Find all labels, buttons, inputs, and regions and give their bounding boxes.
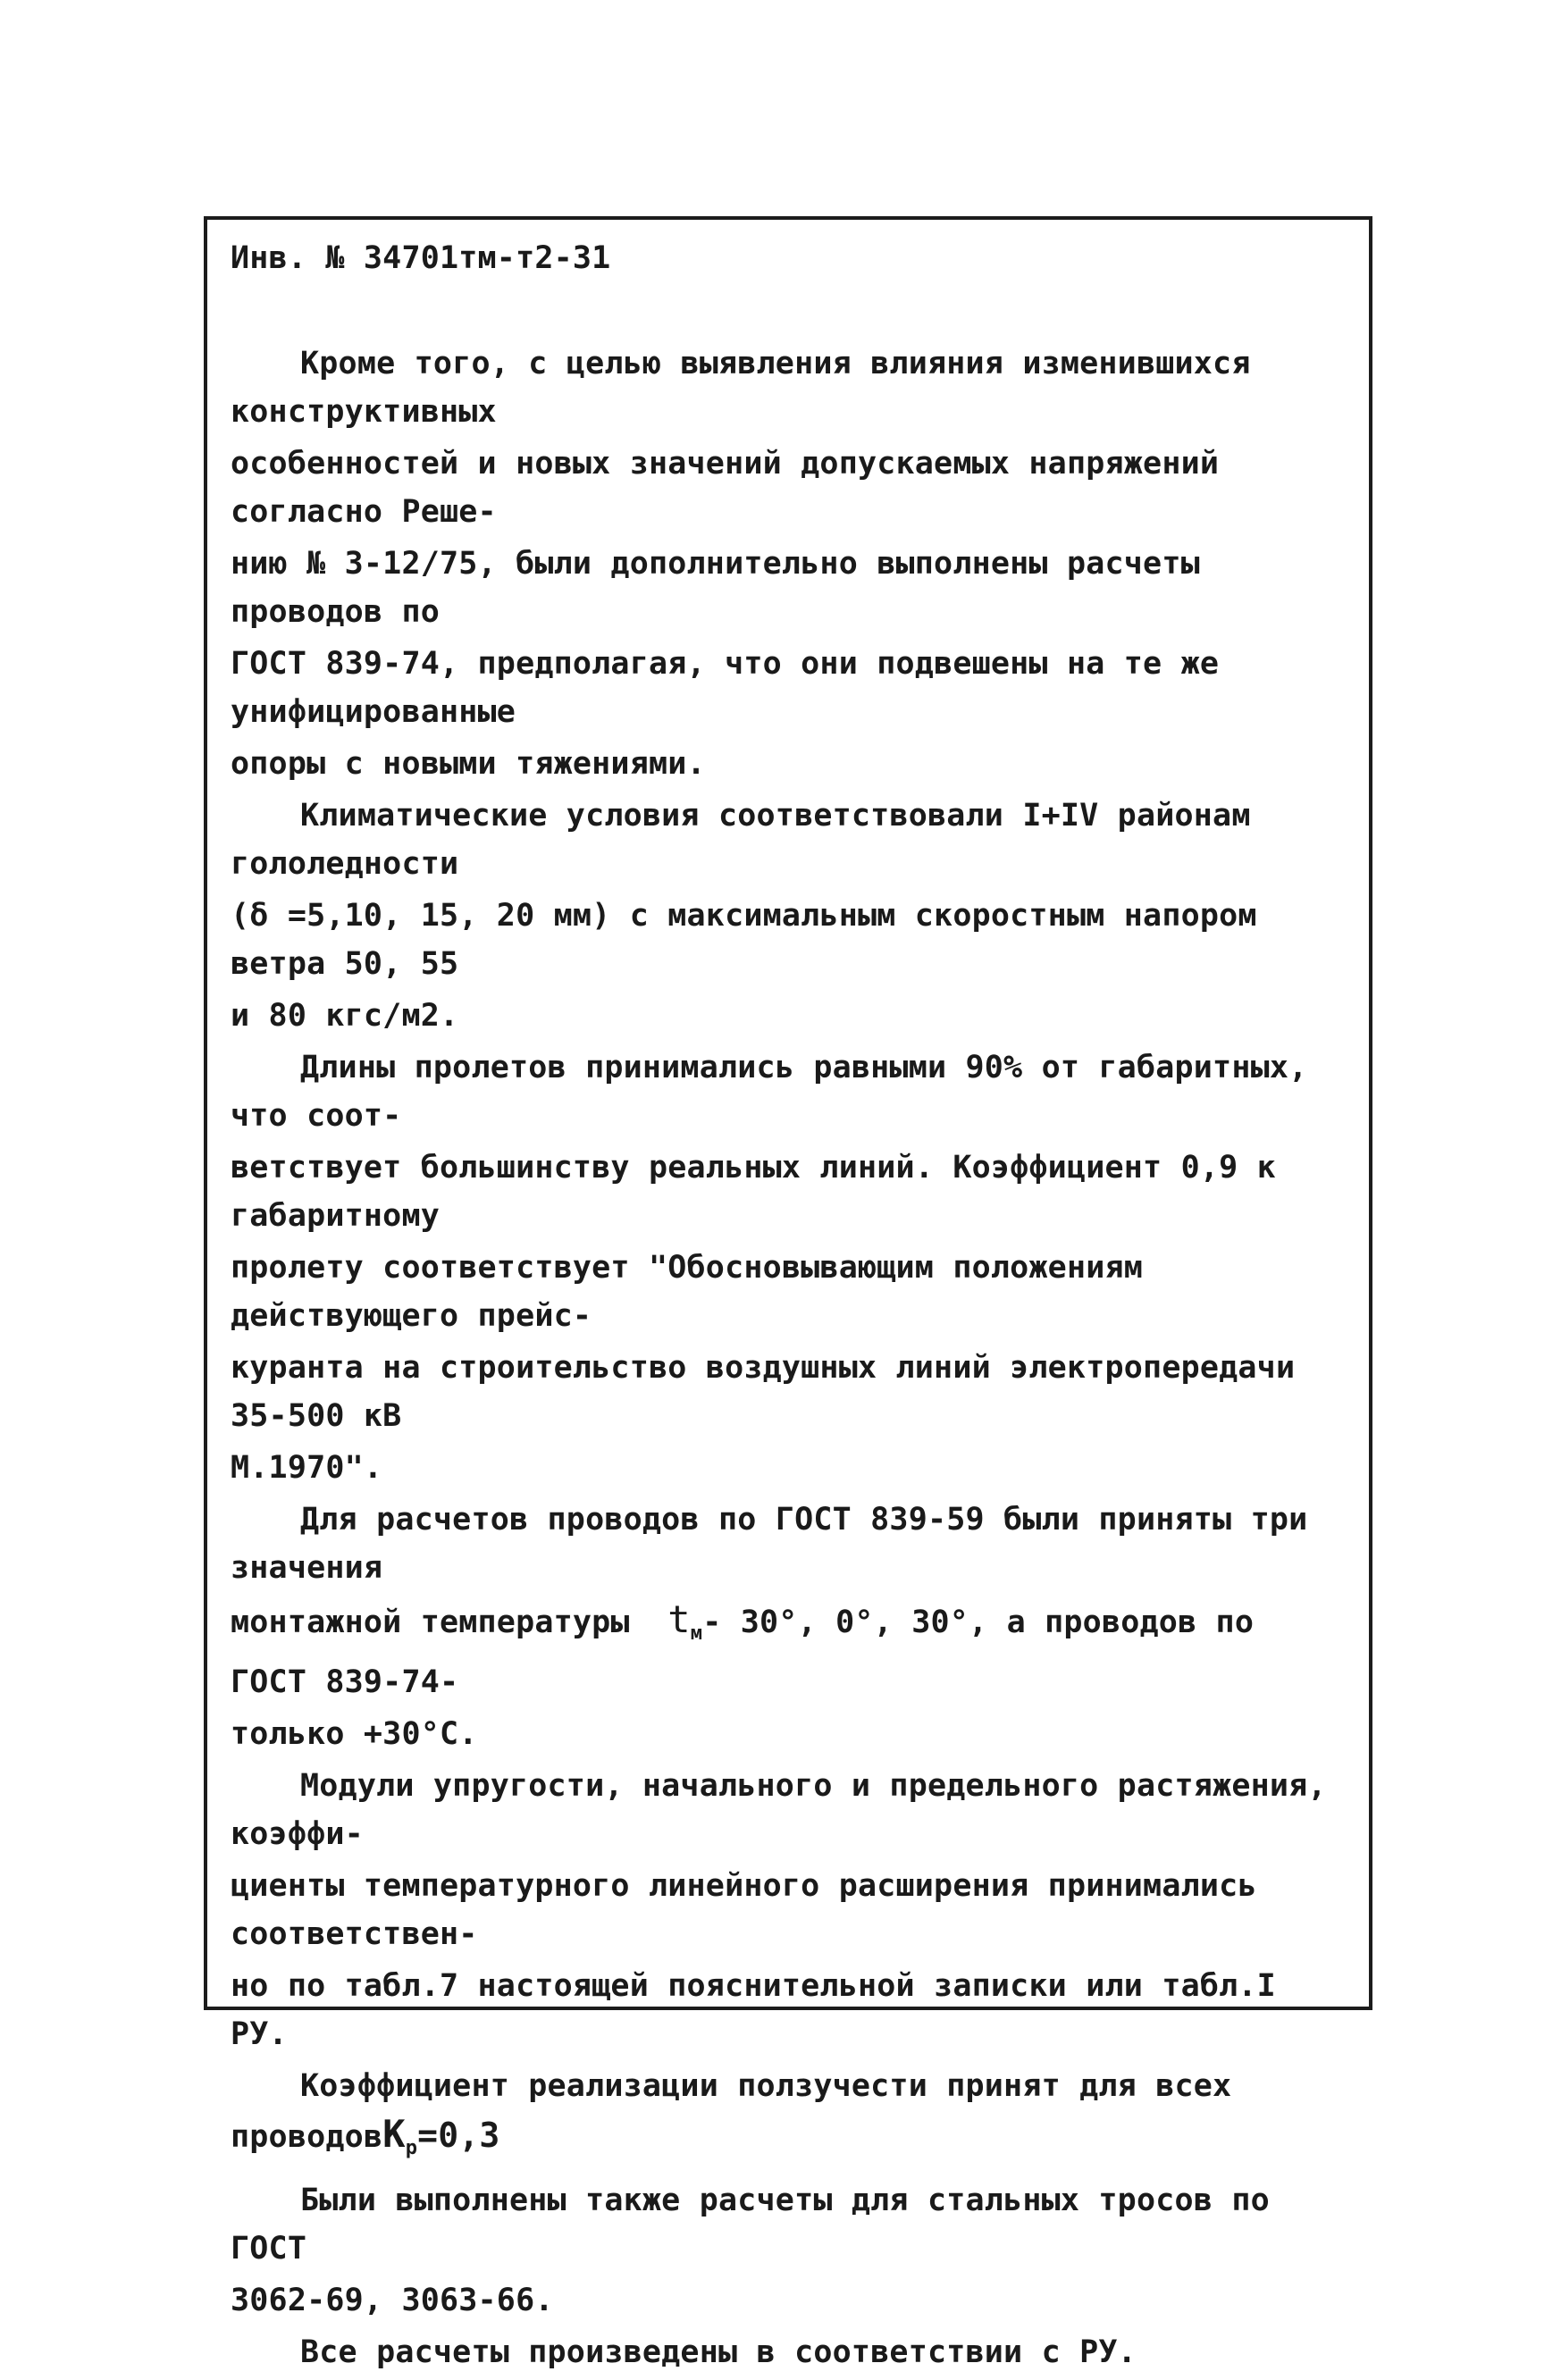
text-line: опоры с новыми тяжениями. — [231, 746, 706, 782]
text-line: Климатические условия соответствовали I+IV районам гололедности — [231, 798, 1270, 882]
text-line: Коэффициент реализации ползучести принят для всех проводов — [231, 2068, 1251, 2155]
text-line: Модули упругости, начального и предельного растяжения, коэффи- — [231, 1768, 1346, 1852]
k-subscript: р — [405, 2137, 418, 2159]
temperature-symbol: t — [667, 1597, 691, 1641]
text-line: 3062-69, 3063-66. — [231, 2283, 554, 2318]
inventory-number: Инв. № 34701тм-т2-31 — [231, 240, 611, 276]
text-line: особенностей и новых значений допускаемых напряжений согласно Реше- — [231, 446, 1238, 530]
k-value: =0,3 — [417, 2116, 500, 2155]
paragraph-3 — [231, 1043, 1347, 1140]
paragraph-2 — [231, 792, 1347, 888]
paragraph-8 — [231, 2328, 1347, 2376]
paragraph-4 — [231, 1496, 1347, 1592]
paragraph-7 — [231, 2176, 1347, 2273]
document-body — [231, 339, 1347, 2380]
text-line: монтажной температуры — [231, 1605, 630, 1640]
k-symbol: K — [382, 2112, 406, 2156]
text-line: Длины пролетов принимались равными 90% от габаритных, что соот- — [231, 1050, 1327, 1134]
text-line: Были выполнены также расчеты для стальных тросов по ГОСТ — [231, 2183, 1289, 2267]
text-line: нию № 3-12/75, были дополнительно выполнены расчеты проводов по — [231, 546, 1220, 630]
paragraph-5 — [231, 1762, 1347, 1858]
text-line: М.1970". — [231, 1450, 383, 1486]
text-line: и 80 кгс/м2. — [231, 998, 459, 1034]
text-line: ветствует большинству реальных линий. Коэффициент 0,9 к габаритному — [231, 1150, 1296, 1234]
text-line: Кроме того, с целью выявления влияния изменившихся конструктивных — [231, 346, 1270, 430]
text-line: Все расчеты произведены в соответствии с РУ. — [300, 2334, 1137, 2370]
temperature-line — [231, 1596, 1347, 1706]
text-line: Для расчетов проводов по ГОСТ 839-59 были приняты три значения — [231, 1502, 1327, 1586]
temperature-values: - 30°, 0°, 30°, а проводов по ГОСТ 839-74- — [231, 1605, 1273, 1700]
text-line: только +30°С. — [231, 1716, 478, 1752]
text-line: ГОСТ 839-74, предполагая, что они подвешены на те же унифицированные — [231, 646, 1238, 730]
text-line: куранта на строительство воздушных линий электропередачи 35-500 кВ — [231, 1350, 1314, 1434]
paragraph-6 — [231, 2062, 1347, 2173]
temperature-subscript: м — [690, 1622, 703, 1645]
text-line: пролету соответствует "Обосновывающим положениям действующего прейс- — [231, 1250, 1162, 1334]
text-line: (δ =5,10, 15, 20 мм) с максимальным скоростным напором ветра 50, 55 — [231, 898, 1276, 982]
text-line: но по табл.7 настоящей пояснительной записки или табл.I РУ. — [231, 1968, 1296, 2052]
text-line: циенты температурного линейного расширения принимались соответствен- — [231, 1868, 1276, 1952]
paragraph-1 — [231, 339, 1347, 436]
